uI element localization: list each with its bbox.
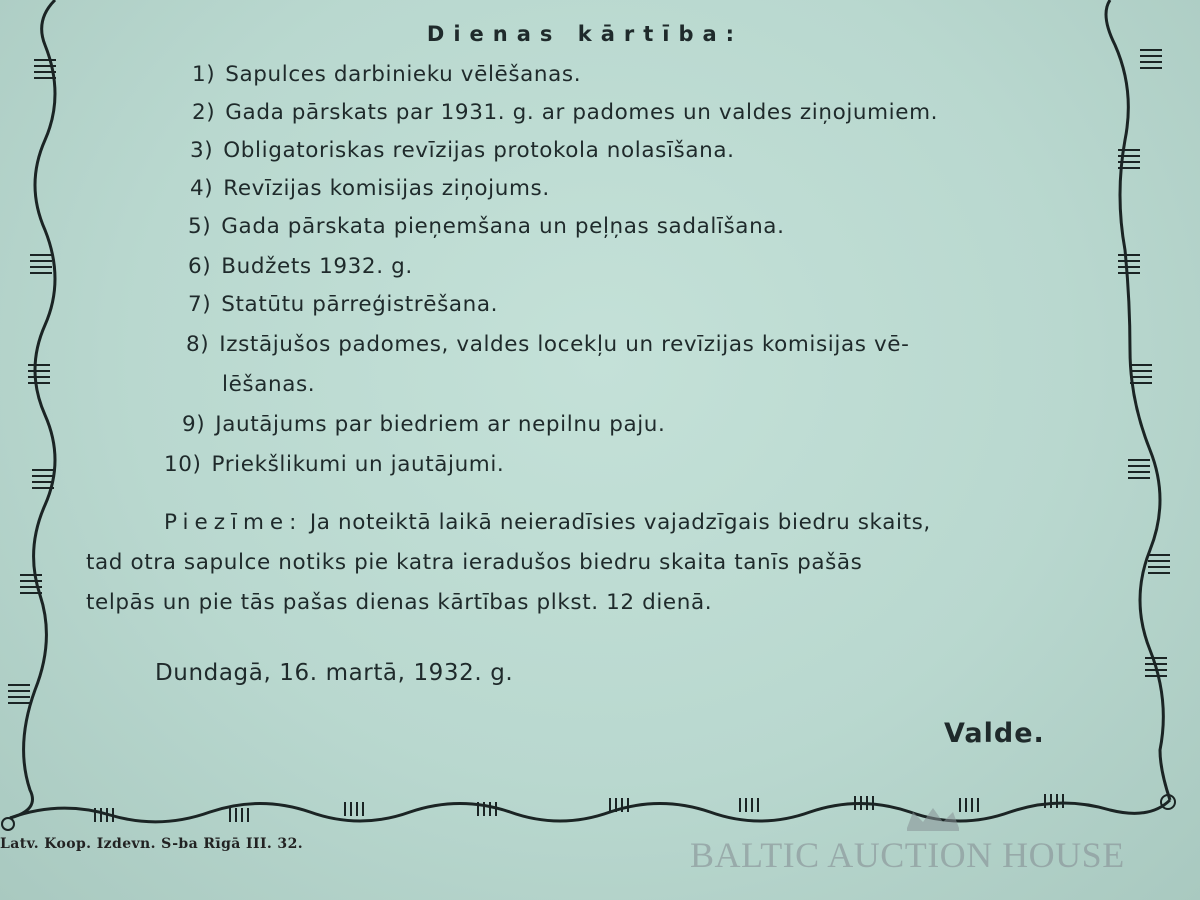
agenda-number: 4) bbox=[190, 176, 214, 201]
agenda-item-7 bbox=[188, 292, 498, 317]
note-line-3: telpās un pie tās pašas dienas kārtības plkst. 12 dienā. bbox=[86, 590, 713, 615]
agenda-item-1 bbox=[192, 62, 581, 87]
agenda-text: Statūtu pārreģistrēšana. bbox=[221, 292, 499, 317]
agenda-number: 9) bbox=[182, 412, 206, 437]
agenda-number: 2) bbox=[192, 100, 216, 125]
note-text-1: Ja noteiktā laikā neieradīsies vajadzīgais biedru skaits, bbox=[309, 510, 931, 535]
agenda-number: 7) bbox=[188, 292, 212, 317]
agenda-text: Budžets 1932. g. bbox=[221, 254, 413, 279]
agenda-number: 10) bbox=[164, 452, 202, 477]
note-line-1 bbox=[164, 510, 931, 535]
watermark-text: BALTIC AUCTION HOUSE bbox=[690, 835, 1125, 875]
agenda-number: 8) bbox=[186, 332, 210, 357]
agenda-number: 5) bbox=[188, 214, 212, 239]
agenda-item-3 bbox=[190, 138, 735, 163]
printer-imprint: Latv. Koop. Izdevn. S-ba Rīgā III. 32. bbox=[0, 836, 303, 852]
agenda-item-5 bbox=[188, 214, 785, 239]
note-label: Piezīme: bbox=[164, 510, 303, 535]
agenda-text: Priekšlikumi un jautājumi. bbox=[211, 452, 505, 477]
note-line-2: tad otra sapulce notiks pie katra ieradušos biedru skaita tanīs pašās bbox=[86, 550, 863, 575]
agenda-number: 6) bbox=[188, 254, 212, 279]
agenda-item-10 bbox=[164, 452, 504, 477]
agenda-item-2 bbox=[192, 100, 938, 125]
agenda-text: Gada pārskats par 1931. g. ar padomes un valdes ziņojumiem. bbox=[225, 100, 939, 125]
agenda-item-6 bbox=[188, 254, 413, 279]
signature: Valde. bbox=[944, 718, 1045, 749]
agenda-text: Sapulces darbinieku vēlēšanas. bbox=[225, 62, 582, 87]
agenda-text: Jautājums par biedriem ar nepilnu paju. bbox=[215, 412, 666, 437]
agenda-item-8-continuation: lēšanas. bbox=[222, 372, 316, 397]
agenda-item-8 bbox=[186, 332, 909, 357]
agenda-number: 1) bbox=[192, 62, 216, 87]
agenda-item-4 bbox=[190, 176, 550, 201]
crown-icon bbox=[903, 806, 963, 832]
agenda-text: Gada pārskata pieņemšana un peļņas sadalīšana. bbox=[221, 214, 785, 239]
agenda-text: Izstājušos padomes, valdes locekļu un revīzijas komisijas vē- bbox=[219, 332, 910, 357]
agenda-title: Dienas kārtība: bbox=[426, 22, 744, 46]
agenda-number: 3) bbox=[190, 138, 214, 163]
place-and-date: Dundagā, 16. martā, 1932. g. bbox=[155, 660, 514, 686]
agenda-item-9 bbox=[182, 412, 665, 437]
agenda-text: Obligatoriskas revīzijas protokola nolasīšana. bbox=[223, 138, 735, 163]
agenda-text: Revīzijas komisijas ziņojums. bbox=[223, 176, 550, 201]
